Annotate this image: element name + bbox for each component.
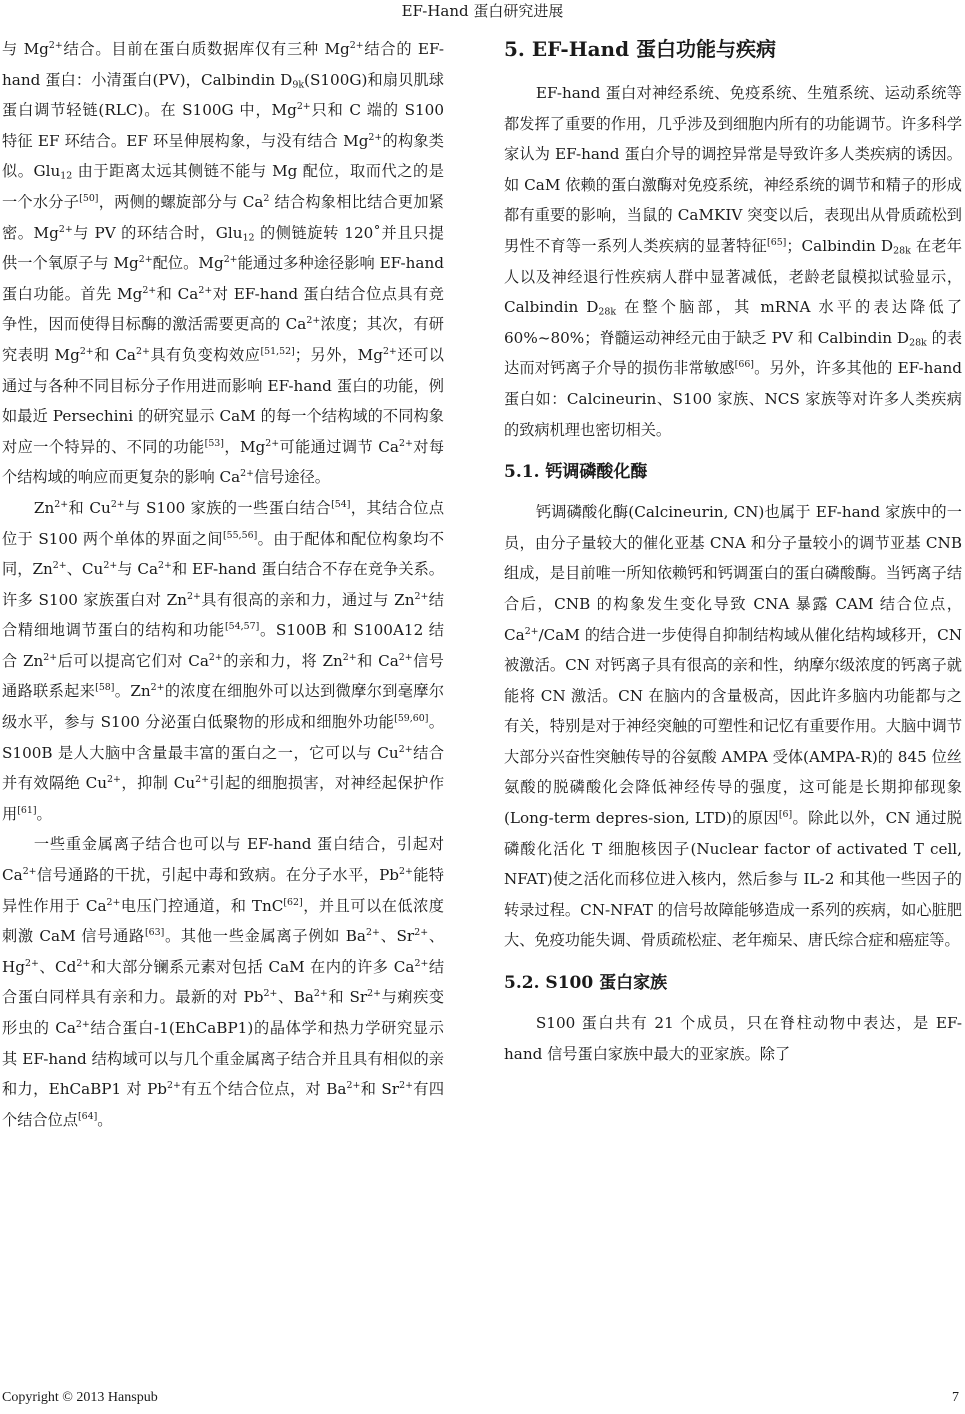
citation: [51,52] [260,346,295,358]
section-5-1-heading: 5.1. 钙调磷酸化酶 [504,462,648,483]
citation: [58] [95,682,115,694]
citation: [66] [734,359,754,371]
right-column [504,34,962,1379]
right-paragraph-2: 钙调磷酸化酶(Calcineurin, CN)也属于 EF-hand 家族中的一员，由分子量较大的催化亚基 CNA 和分子量较小的调节亚基 CNB 组成，是目前唯一所知依赖钙和钙调蛋白的蛋白磷酸酶。当钙离子结合后，CNB 的构象发生变化导致 CNA 暴露 CAM 结合位点，$Ca^{2+}$/CaM 的结合进一步使得自抑制结构域从催化结构域移开，CN 被激活。CN 对钙离子具有很高的亲和性，纳摩尔级浓度的钙离子就能将 CN 激活。CN 在脑内的含量极高，因此许多脑内功能都与之有关，特别是对于神经突触的可塑性和记忆有重要作用。大脑中调节大部分兴奋性突触传导的谷氨酸 AMPA 受体(AMPA-R)的 845 位丝氨酸的脱磷酸化会降低神经传导的强度，这可能是长期抑郁现象(Long-term depres-sion, LTD)的原因[6]。除此以外，CN 通过脱磷酸化活化 T 细胞核因子(Nuclear factor of activated T cell, NFAT)使之活化而移位进入核内，然后参与 IL-2 和其他一些因子的转录过程。CN-NFAT 的信号故障能够造成一系列的疾病，如心脏肥大、免疫功能失调、骨质疏松症、老年痴呆、唐氏综合症和癌症等。 [504,503,962,950]
citation: [65] [767,237,787,249]
citation: [64] [77,1110,98,1122]
citation: [61] [17,805,37,817]
running-header: EF-Hand 蛋白研究进展 [401,2,564,20]
left-paragraph-3: 一些重金属离子结合也可以与 EF-hand 蛋白结合，引起对 $Ca^{2+}$信号通路的干扰，引起中毒和致病。在分子水平，$Pb^{2+}$能特异性作用于 $Ca^{2+}$电压门控通道，和 TnC[62]，并且可以在低浓度刺激 CaM 信号通路[63]。其他一些金属离子例如 $Ba^{2+}$、$Sr^{2+}$、$Hg^{2+}$、$Cd^{2+}$和大部分镧系元素对包括 CaM 在内的许多 $Ca^{2+}$结合蛋白同样具有亲和力。最新的对 $Pb^{2+}$、$Ba^{2+}$和 $Sr^{2+}$与痢疾变形虫的 $Ca^{2+}$结合蛋白-1(EhCaBP1)的晶体学和热力学研究显示其 EF-hand 结构域可以与几个重金属离子结合并且具有相似的亲和力，EhCaBP1 对 $Pb^{2+}$有五个结合位点，对 $Ba^{2+}$和 $Sr^{2+}$有四个结合位点[64]。 [2,835,444,1129]
left-paragraph-2: $Zn^{2+}$和 $Cu^{2+}$与 S100 家族的一些蛋白结合[54]，其结合位点位于 S100 两个单体的界面之间[55,56]。由于配体和配位构象均不同，$Zn^{2+}$、$Cu^{2+}$与 $Ca^{2+}$和 EF-hand 蛋白结合不存在竞争关系。许多 S100 家族蛋白对 $Zn^{2+}$具有很高的亲和力，通过与 $Zn^{2+}$结合精细地调节蛋白的结构和功能[54,57]。S100B 和 S100A12 结合 $Zn^{2+}$后可以提高它们对 $Ca^{2+}$的亲和力，将 $Zn^{2+}$和 $Ca^{2+}$信号通路联系起来[58]。$Zn^{2+}$的浓度在细胞外可以达到微摩尔到毫摩尔级水平，参与 S100 分泌蛋白低聚物的形成和细胞外功能[59,60]。S100B 是人大脑中含量最丰富的蛋白之一，它可以与 $Cu^{2+}$结合并有效隔绝 $Cu^{2+}$，抑制 $Cu^{2+}$引起的细胞损害，对神经起保护作用[61]。 [2,498,444,823]
left-paragraph-1: 与 $Mg^{2+}$结合。目前在蛋白质数据库仅有三种 $Mg^{2+}$结合的 EF-hand 蛋白：小清蛋白(PV)，Calbindin $D_{9k}(S100G)$和扇贝肌球蛋白调节轻链(RLC)。在 S100G 中，$Mg^{2+}$只和 C 端的 S100 特征 EF 环结合。EF 环呈伸展构象，与没有结合 $Mg^{2+}$的构象类似。Glu$_{12}$ 由于距离太远其侧链不能与 Mg 配位，取而代之的是一个水分子[50]，两侧的螺旋部分与 Ca$^2$ 结合构象相比结合更加紧密。$Mg^{2+}$与 PV 的环结合时，Glu$_{12}$ 的侧链旋转 120˚并且只提供一个氧原子与 $Mg^{2+}$配位。$Mg^{2+}$能通过多种途径影响 EF-hand 蛋白功能。首先 $Mg^{2+}$和 $Ca^{2+}$对 EF-hand 蛋白结合位点具有竞争性，因而使得目标酶的激活需要更高的 $Ca^{2+}$浓度；其次，有研究表明 $Mg^{2+}$和 $Ca^{2+}$具有负变构效应[51,52]；另外，$Mg^{2+}$还可以通过与各种不同目标分子作用进而影响 EF-hand 蛋白的功能，例如最近 Persechini 的研究显示 CaM 的每一个结构域的不同构象对应一个特异的、不同的功能[53]，$Mg^{2+}$可能通过调节 $Ca^{2+}$对每个结构域的响应而更复杂的影响 $Ca^{2+}$信号途径。 [2,40,444,487]
citation: [54] [331,499,351,511]
citation: [62] [283,896,303,908]
citation: [63] [144,927,165,939]
section-5-heading: 5. EF-Hand 蛋白功能与疾病 [504,37,777,61]
citation: [6] [778,809,793,821]
citation: [53] [204,437,224,449]
left-column [2,34,444,1379]
page-footer [0,1387,965,1409]
right-paragraph-3: S100 蛋白共有 21 个成员，只在脊柱动物中表达，是 EF-hand 信号蛋白家族中最大的亚家族。除了 [504,1014,962,1063]
citation: [55,56] [222,529,258,541]
citation: [59,60] [394,713,429,725]
right-paragraph-1: EF-hand 蛋白对神经系统、免疫系统、生殖系统、运动系统等都发挥了重要的作用，几乎涉及到细胞内所有的功能调节。许多科学家认为 EF-hand 蛋白介导的调控异常是导致许多人类疾病的诱因。如 CaM 依赖的蛋白激酶对免疫系统，神经系统的调节和精子的形成都有重要的影响，当鼠的 CaMKIV 突变以后，表现出从骨质疏松到男性不育等一系列人类疾病的显著特征[65]；Calbindin $D_{28k}$ 在老年人以及神经退行性疾病人群中显著减低，老龄老鼠模拟试验显示，Calbindin $D_{28k}$ 在整个脑部，其 mRNA 水平的表达降低了 60%~80%；脊髓运动神经元由于缺乏 PV 和 Calbindin $D_{28k}$ 的表达而对钙离子介导的损伤非常敏感[66]。另外，许多其他的 EF-hand 蛋白如：Calcineurin、S100 家族、NCS 家族等对许多人类疾病的致病机理也密切相关。 [504,84,962,439]
citation: [50] [79,193,99,205]
citation: [54,57] [224,621,260,633]
section-5-2-heading: 5.2. S100 蛋白家族 [504,973,668,994]
page-number: 7 [952,1390,959,1405]
copyright-notice: Copyright © 2013 Hanspub [2,1390,158,1405]
